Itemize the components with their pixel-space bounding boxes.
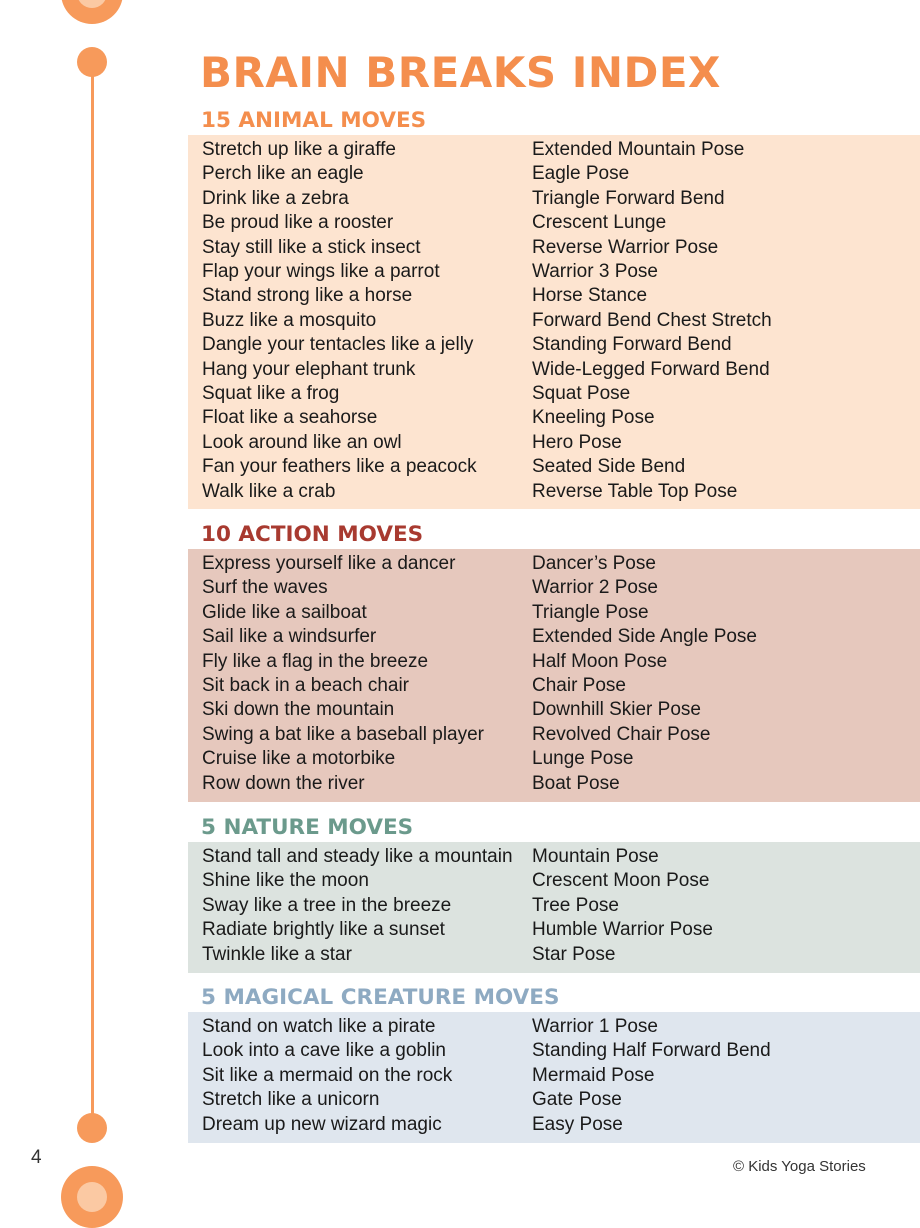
index-row: [188, 650, 920, 674]
move-name: Hang your elephant trunk: [202, 358, 416, 380]
pose-name: Eagle Pose: [532, 163, 630, 185]
move-name: Squat like a frog: [202, 383, 340, 404]
pose-name: Reverse Warrior Pose: [532, 236, 719, 258]
pose-name: Revolved Chair Pose: [532, 723, 711, 745]
move-name: Stand strong like a horse: [202, 285, 413, 307]
move-name: Stretch up like a giraffe: [202, 139, 396, 160]
index-row: [188, 284, 920, 308]
index-row: [188, 406, 920, 430]
move-name: Twinkle like a star: [202, 943, 352, 965]
move-name: Walk like a crab: [202, 480, 336, 502]
pose-name: Humble Warrior Pose: [532, 919, 713, 941]
move-name: Cruise like a motorbike: [202, 748, 396, 770]
index-row: [188, 772, 920, 796]
move-name: Stretch like a unicorn: [202, 1089, 380, 1111]
pose-name: Triangle Pose: [532, 601, 649, 623]
pose-name: Downhill Skier Pose: [532, 699, 701, 721]
move-name: Surf the waves: [202, 577, 328, 599]
decorative-circle-bottom: [61, 1166, 123, 1228]
index-row: [188, 894, 920, 918]
index-row: [188, 845, 920, 869]
index-row: [188, 943, 920, 967]
index-row: [188, 1015, 920, 1039]
timeline-dot-bottom: [77, 1113, 107, 1143]
index-row: [188, 382, 920, 406]
pose-name: Dancer’s Pose: [532, 553, 656, 574]
pose-name: Triangle Forward Bend: [532, 187, 725, 209]
move-name: Sit like a mermaid on the rock: [202, 1064, 453, 1086]
pose-name: Squat Pose: [532, 383, 631, 404]
index-row: [188, 747, 920, 771]
section-heading-action: 10 ACTION MOVES: [201, 522, 424, 547]
index-row: [188, 698, 920, 722]
section-panel-animal: [188, 135, 920, 509]
pose-name: Star Pose: [532, 943, 616, 965]
section-heading-animal: 15 ANIMAL MOVES: [201, 108, 427, 133]
move-name: Look into a cave like a goblin: [202, 1040, 446, 1062]
page-title: BRAIN BREAKS INDEX: [200, 48, 721, 97]
move-name: Buzz like a mosquito: [202, 309, 377, 331]
move-name: Sail like a windsurfer: [202, 626, 377, 648]
index-row: [188, 431, 920, 455]
move-name: Stand tall and steady like a mountain: [202, 846, 513, 867]
move-name: Shine like the moon: [202, 870, 369, 892]
move-name: Float like a seahorse: [202, 407, 378, 429]
pose-name: Standing Forward Bend: [532, 334, 732, 356]
index-row: [188, 455, 920, 479]
pose-name: Wide-Legged Forward Bend: [532, 358, 770, 380]
move-name: Sit back in a beach chair: [202, 675, 410, 696]
move-name: Fly like a flag in the breeze: [202, 650, 429, 672]
index-row: [188, 187, 920, 211]
section-heading-magical: 5 MAGICAL CREATURE MOVES: [201, 985, 560, 1010]
index-row: [188, 1064, 920, 1088]
index-row: [188, 309, 920, 333]
pose-name: Chair Pose: [532, 675, 626, 696]
move-name: Perch like an eagle: [202, 163, 364, 185]
pose-name: Warrior 1 Pose: [532, 1016, 658, 1037]
pose-name: Mermaid Pose: [532, 1064, 655, 1086]
move-name: Ski down the mountain: [202, 699, 395, 721]
move-name: Dream up new wizard magic: [202, 1113, 442, 1135]
move-name: Drink like a zebra: [202, 187, 349, 209]
pose-name: Warrior 2 Pose: [532, 577, 658, 599]
index-row: [188, 576, 920, 600]
timeline-line: [91, 62, 94, 1128]
pose-name: Hero Pose: [532, 431, 622, 453]
timeline-dot-top: [77, 47, 107, 77]
index-row: [188, 236, 920, 260]
move-name: Row down the river: [202, 772, 365, 794]
pose-name: Boat Pose: [532, 772, 620, 794]
pose-name: Mountain Pose: [532, 846, 659, 867]
move-name: Be proud like a rooster: [202, 212, 394, 234]
pose-name: Lunge Pose: [532, 748, 634, 770]
pose-name: Kneeling Pose: [532, 407, 655, 429]
move-name: Look around like an owl: [202, 431, 402, 453]
move-name: Flap your wings like a parrot: [202, 261, 440, 282]
index-row: [188, 918, 920, 942]
index-row: [188, 601, 920, 625]
pose-name: Half Moon Pose: [532, 650, 668, 672]
move-name: Radiate brightly like a sunset: [202, 919, 445, 941]
move-name: Dangle your tentacles like a jelly: [202, 334, 474, 356]
index-row: [188, 333, 920, 357]
pose-name: Extended Side Angle Pose: [532, 626, 758, 648]
move-name: Sway like a tree in the breeze: [202, 894, 452, 916]
pose-name: Gate Pose: [532, 1089, 622, 1111]
pose-name: Forward Bend Chest Stretch: [532, 309, 772, 331]
pose-name: Crescent Lunge: [532, 212, 667, 234]
index-row: [188, 260, 920, 284]
move-name: Glide like a sailboat: [202, 601, 367, 623]
pose-name: Warrior 3 Pose: [532, 261, 658, 282]
pose-name: Tree Pose: [532, 894, 619, 916]
pose-name: Seated Side Bend: [532, 456, 686, 478]
pose-name: Horse Stance: [532, 285, 648, 307]
pose-name: Easy Pose: [532, 1113, 623, 1135]
pose-name: Extended Mountain Pose: [532, 139, 745, 160]
move-name: Swing a bat like a baseball player: [202, 723, 485, 745]
move-name: Fan your feathers like a peacock: [202, 456, 477, 478]
index-row: [188, 480, 920, 504]
page-number: 4: [31, 1147, 42, 1168]
index-row: [188, 869, 920, 893]
index-row: [188, 1113, 920, 1137]
index-row: [188, 625, 920, 649]
section-heading-nature: 5 NATURE MOVES: [201, 815, 414, 840]
index-row: [188, 674, 920, 698]
pose-name: Standing Half Forward Bend: [532, 1040, 771, 1062]
index-row: [188, 1088, 920, 1112]
decorative-circle-top: [61, 0, 123, 24]
index-row: [188, 162, 920, 186]
index-row: [188, 138, 920, 162]
index-row: [188, 1039, 920, 1063]
index-row: [188, 358, 920, 382]
index-row: [188, 211, 920, 235]
index-row: [188, 552, 920, 576]
section-panel-magical: [188, 1012, 920, 1143]
move-name: Stay still like a stick insect: [202, 236, 421, 258]
index-row: [188, 723, 920, 747]
pose-name: Crescent Moon Pose: [532, 870, 710, 892]
copyright-notice: © Kids Yoga Stories: [733, 1158, 866, 1175]
move-name: Stand on watch like a pirate: [202, 1016, 436, 1037]
move-name: Express yourself like a dancer: [202, 553, 456, 574]
section-panel-nature: [188, 842, 920, 973]
pose-name: Reverse Table Top Pose: [532, 480, 738, 502]
section-panel-action: [188, 549, 920, 802]
